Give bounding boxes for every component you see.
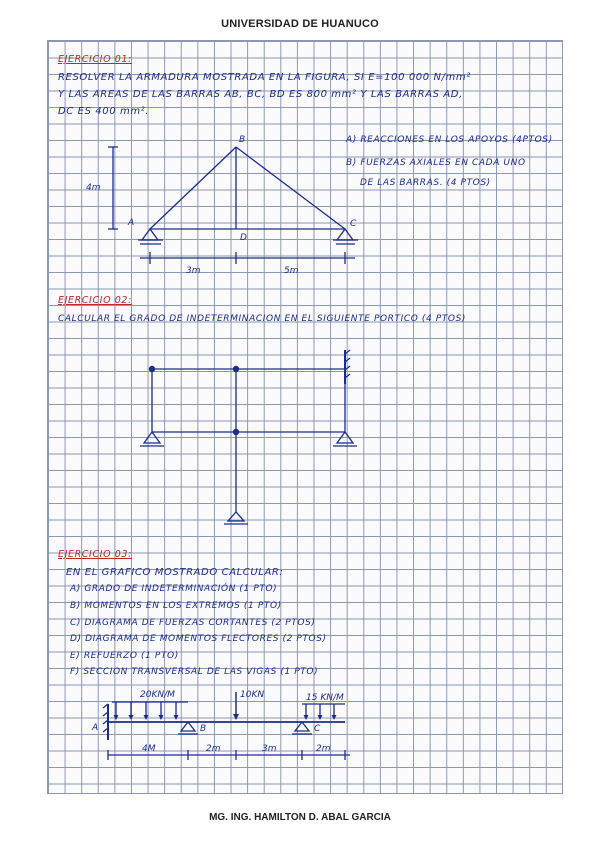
beam-node-b-label: B (200, 724, 207, 734)
exercise1-item-b-line1: B) FUERZAS AXIALES EN CADA UNO (346, 158, 526, 168)
support-c-icon (337, 229, 353, 240)
page-footer: MG. ING. HAMILTON D. ABAL GARCIA (209, 812, 391, 823)
beam-span-4-label: 2m (316, 744, 331, 754)
exercise3-item-d: D) DIAGRAMA DE MOMENTOS FLECTORES (2 PTOS) (70, 634, 327, 644)
page-header: UNIVERSIDAD DE HUANUCO (221, 18, 379, 30)
exercise1-statement-line2: Y LAS AREAS DE LAS BARRAS AB, BC, BD ES 800 mm² Y LAS BARRAS AD, (58, 89, 463, 100)
beam-span-1-label: 4M (142, 744, 156, 754)
beam-span-2-label: 2m (206, 744, 221, 754)
support-a-icon (142, 229, 158, 240)
frame-node-icon (149, 366, 155, 372)
beam-support-b-icon (181, 722, 195, 731)
exercise3-heading: EJERCICIO 03: (58, 549, 132, 560)
frame-support-bottom-icon (228, 512, 244, 521)
exercise2-heading: EJERCICIO 02: (58, 295, 132, 306)
exercise1-item-a: A) REACCIONES EN LOS APOYOS (4PTOS) (346, 135, 553, 145)
truss-node-d-label: D (240, 233, 247, 243)
frame-node-icon (233, 429, 239, 435)
truss-node-c-label: C (350, 219, 357, 229)
truss-height-label: 4m (86, 183, 101, 193)
frame-support-left-icon (144, 432, 160, 443)
truss-node-a-label: A (128, 218, 135, 228)
exercise3-item-f: F) SECCION TRANSVERSAL DE LAS VIGAS (1 PTO) (70, 667, 319, 677)
frame-node-icon (233, 366, 239, 372)
truss-span-left-label: 3m (186, 266, 201, 276)
frame-support-right-icon (337, 432, 353, 443)
truss-bar-bc (236, 147, 345, 229)
beam-support-c-icon (295, 722, 309, 731)
truss-span-right-label: 5m (284, 266, 299, 276)
exercise3-intro: EN EL GRAFICO MOSTRADO CALCULAR: (66, 567, 284, 578)
beam-node-c-label: C (314, 724, 321, 734)
truss-node-b-label: B (239, 135, 246, 145)
exercise1-item-b-line2: DE LAS BARRAS. (4 PTOS) (360, 178, 491, 188)
beam-point-load-label: 10KN (240, 690, 265, 700)
exercise3-item-a: A) GRADO DE INDETERMINACIÓN (1 PTO) (70, 584, 278, 594)
beam-load-2-label: 15 KN/M (306, 693, 344, 703)
exercise3-item-c: C) DIAGRAMA DE FUERZAS CORTANTES (2 PTOS) (70, 618, 316, 628)
exercise1-heading: EJERCICIO 01: (58, 54, 132, 65)
beam-load-1-label: 20KN/M (140, 690, 175, 700)
beam-node-a-label: A (92, 723, 99, 733)
frame-diagram (140, 350, 357, 524)
exercise2-statement: CALCULAR EL GRADO DE INDETERMINACION EN EL SIGUIENTE PORTICO (4 PTOS) (58, 314, 467, 324)
exercise1-statement-line3: DC ES 400 mm². (58, 106, 150, 117)
beam-span-3-label: 3m (262, 744, 277, 754)
truss-diagram (108, 147, 358, 264)
exercise3-item-b: B) MOMENTOS EN LOS EXTREMOS (1 PTO) (70, 601, 282, 611)
truss-bar-ab (150, 147, 236, 229)
exercise3-item-e: E) REFUERZO (1 PTO) (70, 651, 179, 661)
exercise1-statement-line1: RESOLVER LA ARMADURA MOSTRADA EN LA FIGURA, SI E=100 000 N/mm² (58, 72, 471, 83)
